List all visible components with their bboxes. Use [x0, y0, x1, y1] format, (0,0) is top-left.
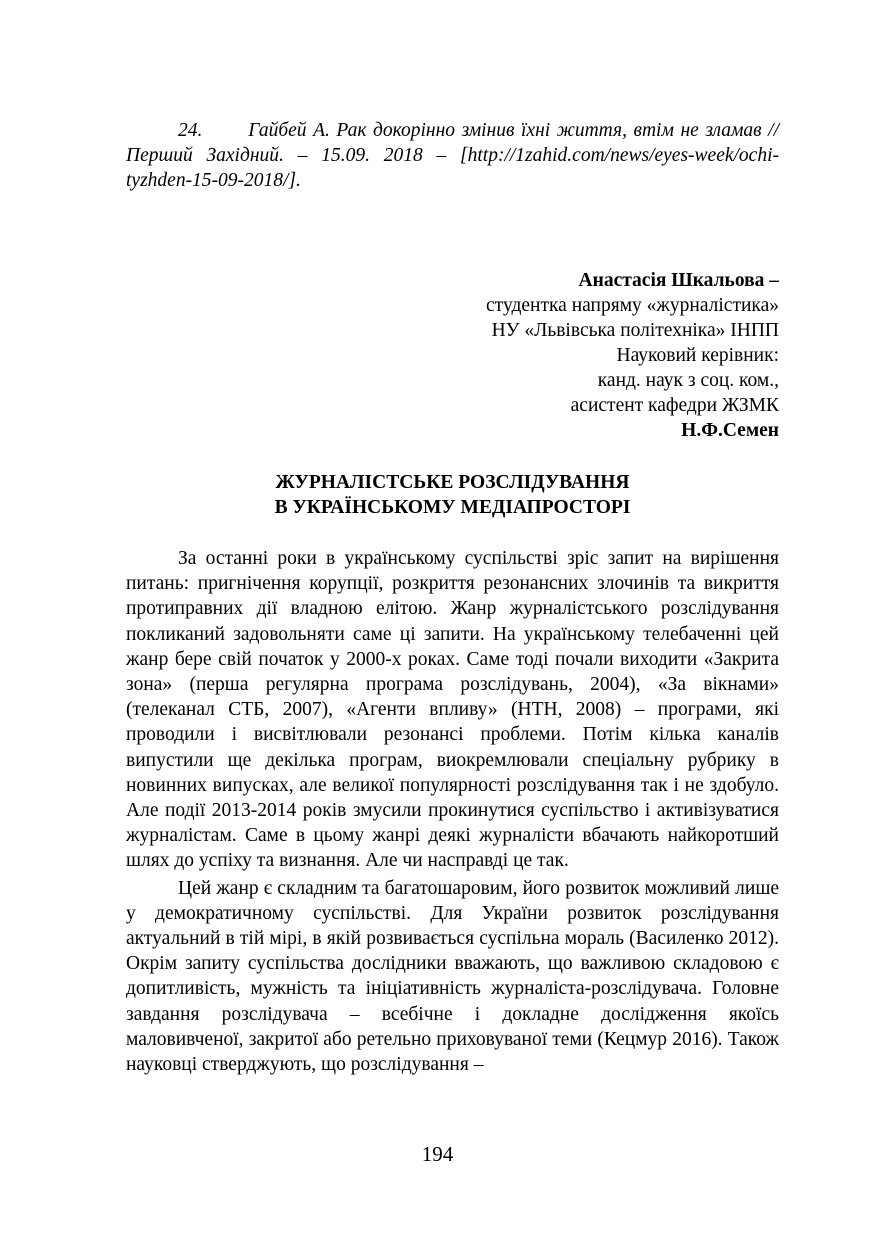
author-line-4: канд. наук з соц. ком.,: [597, 370, 779, 391]
author-line-1: студентка напряму «журналістика»: [486, 295, 779, 316]
reference-entry: [126, 118, 779, 193]
reference-text: 24. Гайбей А. Рак докорінно змінив їхні життя, втім не зламав //Перший Західний. – 15.09. 2018 – [http://1zahid.com/news/eyes-week/ochi-tyzhden-15-09-2018/].: [126, 120, 779, 191]
author-line-2: НУ «Львівська політехніка» ІНПП: [491, 320, 779, 341]
author-line-3: Науковий керівник:: [616, 345, 779, 366]
author-name: Анастасія Шкальова –: [578, 270, 779, 291]
title-line-1: ЖУРНАЛІСТСЬКЕ РОЗСЛІДУВАННЯ: [275, 472, 630, 493]
paragraph-1: За останні роки в українському суспільстві зріс запит на вирішення питань: пригнічення корупції, розкриття резонансних злочинів та викриття протиправних дії владною елітою. Жанр журналістського розслідування покликаний задовольняти саме ці запити. На українському телебаченні цей жанр бере свій початок у 2000-х роках. Саме тоді почали виходити «Закрита зона» (перша регулярна програма розслідувань, 2004), «За вікнами» (телеканал СТБ, 2007), «Агенти впливу» (НТН, 2008) – програми, які проводили і висвітлювали резонансі проблеми. Потім кілька каналів випустили ще декілька програм, виокремлювали спеціальну рубрику в новинних випусках, але великої популярності розслідування так і не здобуло. Але події 2013-2014 років змусили прокинутися суспільство і активізуватися журналістам. Саме в цьому жанрі деякі журналісти вбачають найкоротший шлях до успіху та визнання. Але чи насправді це так.: [126, 548, 779, 872]
author-line-5: асистент кафедри ЖЗМК: [570, 395, 779, 416]
page-number: 194: [421, 1142, 454, 1166]
supervisor-name: Н.Ф.Семен: [681, 420, 779, 441]
article-body: [126, 546, 779, 1079]
author-info: [279, 268, 779, 443]
paragraph-2: Цей жанр є складним та багатошаровим, його розвиток можливий лише у демократичному суспільстві. Для України розвиток розслідування актуальний в тій мірі, в якій розвивається суспільна мораль (Василенко 2012). Окрім запиту суспільства дослідники вважають, що важливою складовою є допитливість, мужність та ініціативність журналіста-розслідувача. Головне завдання розслідувача – всебічне і докладне дослідження якоїсь маловивченої, закритої або ретельно приховуваної теми (Кецмур 2016). Також науковці стверджують, що розслідування –: [126, 877, 779, 1076]
article-title: [126, 470, 779, 520]
title-line-2: В УКРАЇНСЬКОМУ МЕДІАПРОСТОРІ: [274, 497, 631, 518]
